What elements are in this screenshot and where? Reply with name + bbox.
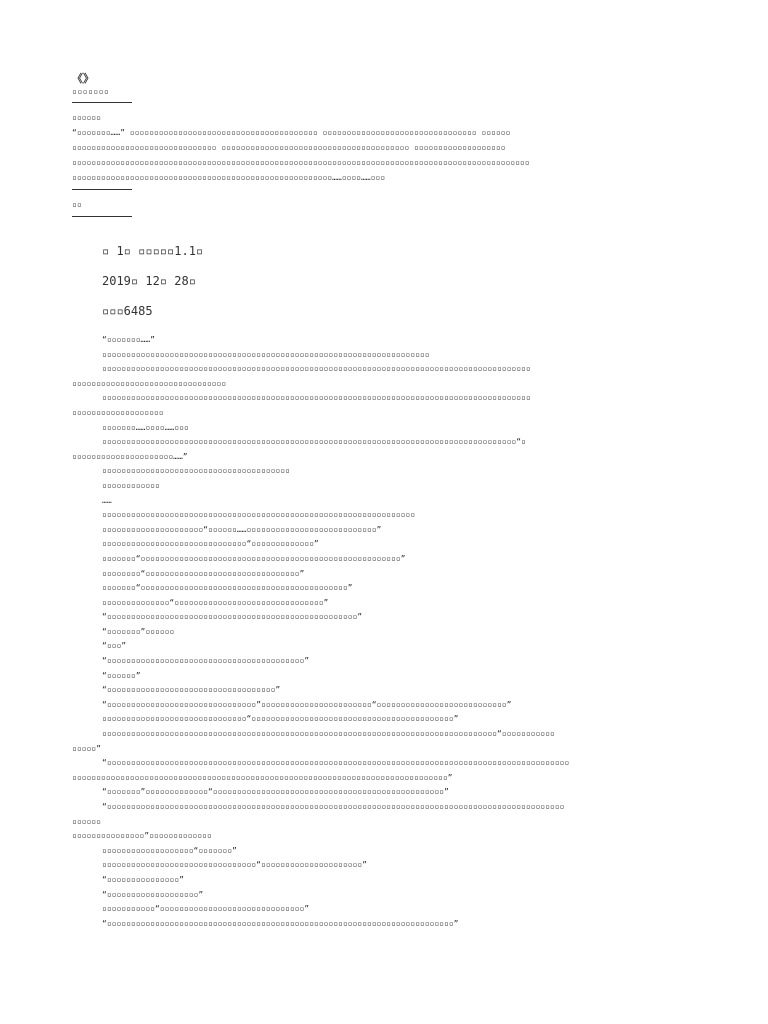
divider (72, 102, 132, 103)
body-line: “▫▫▫▫▫▫▫”▫▫▫▫▫▫▫▫▫▫▫▫▫“▫▫▫▫▫▫▫▫▫▫▫▫▫▫▫▫▫▫▫▫▫▫▫▫▫▫▫▫▫▫▫▫▫▫▫▫▫▫▫▫▫▫▫▫▫▫▫▫” (102, 787, 449, 797)
body-line: ▫▫▫▫▫▫▫▫▫▫▫▫▫▫▫▫▫▫▫▫▫▫▫▫▫▫▫▫▫▫▫▫▫▫▫▫▫▫▫▫▫▫▫▫▫▫▫▫▫▫▫▫▫▫▫▫▫▫▫▫▫▫▫▫▫▫▫▫▫▫▫▫▫▫▫▫▫▫▫▫▫▫“▫▫▫▫▫▫▫▫▫▫▫ (102, 729, 555, 739)
summary-line: ▫▫▫▫▫▫▫▫▫▫▫▫▫▫▫▫▫▫▫▫▫▫▫▫▫▫▫▫▫▫▫▫▫▫▫▫▫▫▫▫▫▫▫▫▫▫▫▫▫▫▫▫▫▫……▫▫▫▫……▫▫▫ (72, 173, 386, 182)
body-line: “▫▫▫▫▫▫▫”▫▫▫▫▫▫ (102, 626, 175, 636)
body-line: ▫▫▫▫▫▫▫▫▫▫▫▫▫▫▫▫▫▫▫▫▫▫▫▫▫▫▫▫▫▫“▫▫▫▫▫▫▫▫▫▫▫▫▫▫▫▫▫▫▫▫▫▫▫▫▫▫▫▫▫▫▫▫▫▫▫▫▫▫▫▫▫▫” (102, 714, 459, 724)
summary-line: ▫▫▫▫▫▫▫▫▫▫▫▫▫▫▫▫▫▫▫▫▫▫▫▫▫▫▫▫▫▫ ▫▫▫▫▫▫▫▫▫▫▫▫▫▫▫▫▫▫▫▫▫▫▫▫▫▫▫▫▫▫▫▫▫▫▫▫▫▫▫ ▫▫▫▫▫▫▫▫▫▫▫▫▫▫▫▫▫▫▫ (72, 143, 506, 152)
body-line: “▫▫▫▫▫▫▫▫▫▫▫▫▫▫▫▫▫▫▫▫▫▫▫▫▫▫▫▫▫▫▫▫▫▫▫” (102, 685, 281, 695)
body-line: ▫▫▫▫▫▫▫▫▫▫▫▫▫▫▫▫▫▫▫▫▫▫▫▫▫▫▫▫▫▫▫▫▫▫▫▫▫▫▫▫▫▫▫▫▫▫▫▫▫▫▫▫▫▫▫▫▫▫▫▫▫▫▫▫▫▫▫▫▫▫▫▫▫▫▫▫▫▫▫▫▫▫▫▫▫▫▫▫▫ (102, 393, 531, 403)
body-line: “▫▫▫▫▫▫▫▫▫▫▫▫▫▫▫” (102, 874, 184, 884)
body-line: ▫▫▫▫▫▫▫▫▫▫▫▫▫▫▫”▫▫▫▫▫▫▫▫▫▫▫▫▫ (72, 831, 212, 841)
body-line: ▫▫▫▫▫▫▫▫▫▫▫▫▫▫▫▫▫▫▫▫▫▫▫▫▫▫▫▫▫▫▫▫▫▫▫▫▫▫▫▫▫▫▫▫▫▫▫▫▫▫▫▫▫▫▫▫▫▫▫▫▫▫▫▫▫ (102, 510, 416, 520)
body-text (72, 333, 698, 931)
body-line: ▫▫▫▫▫▫▫……▫▫▫▫……▫▫▫ (102, 422, 189, 432)
body-line: ▫▫▫▫▫▫▫“▫▫▫▫▫▫▫▫▫▫▫▫▫▫▫▫▫▫▫▫▫▫▫▫▫▫▫▫▫▫▫▫▫▫▫▫▫▫▫▫▫▫▫” (102, 583, 353, 593)
summary-line: “▫▫▫▫▫▫▫……” ▫▫▫▫▫▫▫▫▫▫▫▫▫▫▫▫▫▫▫▫▫▫▫▫▫▫▫▫▫▫▫▫▫▫▫▫▫▫▫ ▫▫▫▫▫▫▫▫▫▫▫▫▫▫▫▫▫▫▫▫▫▫▫▫▫▫▫▫▫▫▫▫ ▫▫▫▫▫▫ (72, 128, 511, 137)
body-line: ▫▫▫▫▫▫▫▫▫▫▫“▫▫▫▫▫▫▫▫▫▫▫▫▫▫▫▫▫▫▫▫▫▫▫▫▫▫▫▫▫▫” (102, 904, 310, 914)
body-line: ▫▫▫▫▫▫▫“▫▫▫▫▫▫▫▫▫▫▫▫▫▫▫▫▫▫▫▫▫▫▫▫▫▫▫▫▫▫▫▫▫▫▫▫▫▫▫▫▫▫▫▫▫▫▫▫▫▫▫▫▫▫” (102, 553, 406, 563)
chapter-date: 2019▫ 12▫ 28▫ (102, 274, 196, 288)
body-line: ▫▫▫▫▫▫▫▫▫▫▫▫▫▫▫▫▫▫▫▫▫“▫▫▫▫▫▫……▫▫▫▫▫▫▫▫▫▫▫▫▫▫▫▫▫▫▫▫▫▫▫▫▫▫▫” (102, 524, 382, 534)
body-line: “▫▫▫▫▫▫▫▫▫▫▫▫▫▫▫▫▫▫▫▫▫▫▫▫▫▫▫▫▫▫▫▫▫▫▫▫▫▫▫▫▫▫▫▫▫▫▫▫▫▫▫▫▫▫▫▫▫▫▫▫▫▫▫▫▫▫▫▫▫▫▫▫” (102, 918, 459, 928)
summary-text (72, 125, 698, 185)
section-label: ▫▫ (72, 200, 82, 209)
body-line: “▫▫▫▫▫▫▫▫▫▫▫▫▫▫▫▫▫▫▫▫▫▫▫▫▫▫▫▫▫▫▫▫▫▫▫▫▫▫▫▫▫” (102, 656, 310, 666)
body-line: ▫▫▫▫▫▫▫▫▫▫▫▫▫▫▫▫▫▫▫▫▫▫▫▫▫▫▫▫▫▫▫▫“▫▫▫▫▫▫▫▫▫▫▫▫▫▫▫▫▫▫▫▫▫” (102, 860, 367, 870)
body-line: ▫▫▫▫▫▫▫▫▫▫▫▫▫▫▫▫▫▫▫“▫▫▫▫▫▫▫” (102, 845, 237, 855)
body-line: ▫▫▫▫▫” (72, 743, 101, 753)
body-line: ▫▫▫▫▫▫▫▫▫▫▫▫▫▫▫▫▫▫▫▫▫……” (72, 451, 188, 461)
header-symbol: 《》 (72, 72, 94, 85)
body-line: ▫▫▫▫▫▫▫▫▫▫▫▫ (102, 480, 160, 490)
body-line: “▫▫▫▫▫▫▫▫▫▫▫▫▫▫▫▫▫▫▫” (102, 889, 204, 899)
chapter-title: ▫ 1▫ ▫▫▫▫▫1.1▫ (102, 244, 204, 258)
body-line: ▫▫▫▫▫▫ (72, 816, 101, 826)
body-line: “▫▫▫” (102, 641, 127, 651)
divider (72, 189, 132, 190)
body-line: “▫▫▫▫▫▫▫▫▫▫▫▫▫▫▫▫▫▫▫▫▫▫▫▫▫▫▫▫▫▫▫▫▫▫▫▫▫▫▫▫▫▫▫▫▫▫▫▫▫▫▫▫▫▫▫▫▫▫▫▫▫▫▫▫▫▫▫▫▫▫▫▫▫▫▫▫▫▫▫▫▫▫▫▫▫▫▫▫▫▫▫▫▫▫▫ (102, 802, 565, 811)
document-page (72, 72, 698, 931)
body-line: ▫▫▫▫▫▫▫▫▫▫▫▫▫▫▫▫▫▫▫ (72, 407, 164, 417)
body-line: ▫▫▫▫▫▫▫▫▫▫▫▫▫▫▫▫▫▫▫▫▫▫▫▫▫▫▫▫▫▫▫▫▫▫▫▫▫▫▫ (102, 466, 290, 476)
body-line: “▫▫▫▫▫▫” (102, 670, 141, 680)
body-line: ▫▫▫▫▫▫▫▫“▫▫▫▫▫▫▫▫▫▫▫▫▫▫▫▫▫▫▫▫▫▫▫▫▫▫▫▫▫▫▫▫” (102, 568, 305, 578)
body-line: “▫▫▫▫▫▫▫▫▫▫▫▫▫▫▫▫▫▫▫▫▫▫▫▫▫▫▫▫▫▫▫▫▫▫▫▫▫▫▫▫▫▫▫▫▫▫▫▫▫▫▫▫” (102, 612, 363, 622)
body-line: …… (102, 495, 112, 505)
summary-label: ▫▫▫▫▫▫ (72, 113, 101, 122)
body-line: “▫▫▫▫▫▫▫▫▫▫▫▫▫▫▫▫▫▫▫▫▫▫▫▫▫▫▫▫▫▫▫”▫▫▫▫▫▫▫▫▫▫▫▫▫▫▫▫▫▫▫▫▫▫▫“▫▫▫▫▫▫▫▫▫▫▫▫▫▫▫▫▫▫▫▫▫▫▫▫▫▫▫” (102, 699, 512, 709)
body-line: “▫▫▫▫▫▫▫▫▫▫▫▫▫▫▫▫▫▫▫▫▫▫▫▫▫▫▫▫▫▫▫▫▫▫▫▫▫▫▫▫▫▫▫▫▫▫▫▫▫▫▫▫▫▫▫▫▫▫▫▫▫▫▫▫▫▫▫▫▫▫▫▫▫▫▫▫▫▫▫▫▫▫▫▫▫▫▫▫▫▫▫▫▫▫▫▫ (102, 758, 570, 768)
site-name: ▫▫▫▫▫▫▫ (72, 87, 110, 96)
body-line: ▫▫▫▫▫▫▫▫▫▫▫▫▫▫▫▫▫▫▫▫▫▫▫▫▫▫▫▫▫▫▫▫▫▫▫▫▫▫▫▫▫▫▫▫▫▫▫▫▫▫▫▫▫▫▫▫▫▫▫▫▫▫▫▫▫▫▫▫▫▫▫▫▫▫▫▫▫▫▫▫▫▫▫▫▫▫▫▫▫ (102, 364, 531, 374)
body-line: ▫▫▫▫▫▫▫▫▫▫▫▫▫▫▫▫▫▫▫▫▫▫▫▫▫▫▫▫▫▫“▫▫▫▫▫▫▫▫▫▫▫▫▫” (102, 539, 319, 549)
summary-line: ▫▫▫▫▫▫▫▫▫▫▫▫▫▫▫▫▫▫▫▫▫▫▫▫▫▫▫▫▫▫▫▫▫▫▫▫▫▫▫▫▫▫▫▫▫▫▫▫▫▫▫▫▫▫▫▫▫▫▫▫▫▫▫▫▫▫▫▫▫▫▫▫▫▫▫▫▫▫▫▫▫▫▫▫▫▫▫▫▫▫▫▫▫▫▫ (72, 158, 530, 167)
body-line: “▫▫▫▫▫▫▫……” (102, 335, 155, 344)
body-line: ▫▫▫▫▫▫▫▫▫▫▫▫▫▫▫▫▫▫▫▫▫▫▫▫▫▫▫▫▫▫▫▫ (72, 378, 227, 388)
body-line: ▫▫▫▫▫▫▫▫▫▫▫▫▫▫“▫▫▫▫▫▫▫▫▫▫▫▫▫▫▫▫▫▫▫▫▫▫▫▫▫▫▫▫▫▫▫” (102, 597, 329, 607)
body-line: ▫▫▫▫▫▫▫▫▫▫▫▫▫▫▫▫▫▫▫▫▫▫▫▫▫▫▫▫▫▫▫▫▫▫▫▫▫▫▫▫▫▫▫▫▫▫▫▫▫▫▫▫▫▫▫▫▫▫▫▫▫▫▫▫▫▫▫▫ (102, 349, 430, 359)
body-line: ▫▫▫▫▫▫▫▫▫▫▫▫▫▫▫▫▫▫▫▫▫▫▫▫▫▫▫▫▫▫▫▫▫▫▫▫▫▫▫▫▫▫▫▫▫▫▫▫▫▫▫▫▫▫▫▫▫▫▫▫▫▫▫▫▫▫▫▫▫▫▫▫▫▫▫▫▫▫” (72, 772, 453, 782)
body-line: ▫▫▫▫▫▫▫▫▫▫▫▫▫▫▫▫▫▫▫▫▫▫▫▫▫▫▫▫▫▫▫▫▫▫▫▫▫▫▫▫▫▫▫▫▫▫▫▫▫▫▫▫▫▫▫▫▫▫▫▫▫▫▫▫▫▫▫▫▫▫▫▫▫▫▫▫▫▫▫▫▫▫▫▫▫▫“▫ (102, 437, 526, 447)
divider (72, 216, 132, 217)
word-count: ▫▫▫6485 (102, 304, 153, 318)
